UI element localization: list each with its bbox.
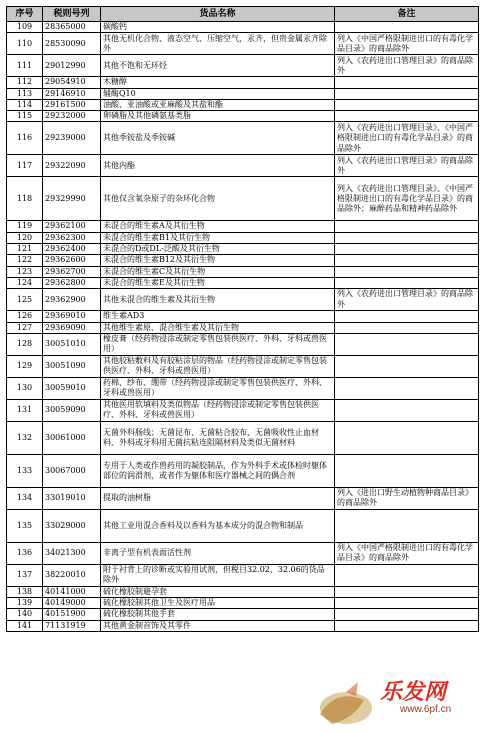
table-row	[7, 122, 479, 155]
table-row	[7, 221, 479, 232]
table-row	[7, 620, 479, 631]
note-cell	[335, 454, 479, 487]
code-cell: 71131919	[43, 620, 101, 631]
name-cell: 卵磷脂及其他磷氨基类脂	[101, 111, 335, 122]
note-cell	[335, 333, 479, 355]
table-row	[7, 377, 479, 399]
name-cell: 其他季铵盐及季铵碱	[101, 122, 335, 155]
note-cell	[335, 620, 479, 631]
name-cell: 其他胶粘敷料及有胶粘涂层的物品（经药物浸涂或制定零售包装供医疗、外科、牙科或兽医用）	[101, 355, 335, 377]
name-cell: 辅酶Q10	[101, 88, 335, 99]
code-cell: 29362700	[43, 266, 101, 277]
code-cell: 29329990	[43, 177, 101, 221]
table-row	[7, 454, 479, 487]
table-row	[7, 399, 479, 421]
seq-cell: 132	[7, 421, 43, 454]
note-cell	[335, 221, 479, 232]
code-cell: 29362300	[43, 232, 101, 243]
table-row	[7, 598, 479, 609]
note-cell	[335, 564, 479, 586]
note-cell	[335, 99, 479, 110]
code-cell: 29239000	[43, 122, 101, 155]
name-cell: 非离子型有机表面活性剂	[101, 542, 335, 564]
code-cell: 28365000	[43, 22, 101, 33]
code-cell: 40151900	[43, 609, 101, 620]
seq-cell: 138	[7, 586, 43, 597]
name-cell: 其他维生素原、混合维生素及其衍生物	[101, 322, 335, 333]
note-cell: 列入《农药进出口管理目录》的商品除外	[335, 155, 479, 177]
goods-table	[6, 6, 479, 632]
note-cell: 列入《中国严格限制进出口的有毒化学品目录》的商品除外	[335, 542, 479, 564]
code-cell: 28530090	[43, 33, 101, 55]
table-row	[7, 255, 479, 266]
name-cell: 未混合的D或DL-泛酸及其衍生物	[101, 244, 335, 255]
seq-cell: 134	[7, 487, 43, 509]
table-row	[7, 22, 479, 33]
note-cell	[335, 311, 479, 322]
name-cell: 其他不饱和无环烃	[101, 55, 335, 77]
note-cell: 列入《农药进出口管理目录》、《中国严格限制进出口的有毒化学品目录》的商品除外	[335, 122, 479, 155]
name-cell: 未混合的维生素A及其衍生物	[101, 221, 335, 232]
table-row	[7, 289, 479, 311]
note-cell: 列入《农药进出口管理目录》、《中国严格限制进出口的有毒化学品目录》的商品除外；麻醉药品和精神药品除外	[335, 177, 479, 221]
seq-cell: 135	[7, 509, 43, 542]
code-cell: 33029000	[43, 509, 101, 542]
name-cell: 其他黄金制首饰及其零件	[101, 620, 335, 631]
code-cell: 29362100	[43, 221, 101, 232]
seq-cell: 110	[7, 33, 43, 55]
table-row	[7, 111, 479, 122]
name-cell: 油酸、亚油酸或亚麻酸及其盐和酯	[101, 99, 335, 110]
table-row	[7, 487, 479, 509]
code-cell: 29362600	[43, 255, 101, 266]
name-cell: 提取的油树脂	[101, 487, 335, 509]
code-cell: 30059090	[43, 399, 101, 421]
name-cell: 无菌外科肠线；无菌昆布、无菌粘合胶布、无菌吸收性止血材料、外科或牙科用无菌抗粘连阻隔材料及类似无菌材料	[101, 421, 335, 454]
seq-cell: 125	[7, 289, 43, 311]
code-cell: 29146910	[43, 88, 101, 99]
name-cell: 硫化橡胶制其他手套	[101, 609, 335, 620]
watermark-brand: 乐发网	[380, 680, 447, 705]
seq-cell: 111	[7, 55, 43, 77]
seq-cell: 124	[7, 277, 43, 288]
note-cell: 列入《农药进出口管理目录》的商品除外	[335, 55, 479, 77]
seq-cell: 122	[7, 255, 43, 266]
code-cell: 30051090	[43, 355, 101, 377]
code-cell: 40141000	[43, 586, 101, 597]
seq-cell: 126	[7, 311, 43, 322]
note-cell	[335, 255, 479, 266]
note-cell	[335, 88, 479, 99]
code-cell: 34021300	[43, 542, 101, 564]
seq-cell: 127	[7, 322, 43, 333]
seq-cell: 123	[7, 266, 43, 277]
note-cell: 列入《农药进出口管理目录》的商品除外	[335, 289, 479, 311]
seq-cell: 112	[7, 77, 43, 88]
name-cell: 未混合的维生素C及其衍生物	[101, 266, 335, 277]
note-cell	[335, 355, 479, 377]
name-cell: 未混合的维生素E及其衍生物	[101, 277, 335, 288]
table-row	[7, 155, 479, 177]
seq-cell: 115	[7, 111, 43, 122]
seq-cell: 136	[7, 542, 43, 564]
name-cell: 维生素AD3	[101, 311, 335, 322]
code-cell: 29322090	[43, 155, 101, 177]
seq-cell: 128	[7, 333, 43, 355]
name-cell: 其他工业用混合香料及以香料为基本成分的混合物和制品	[101, 509, 335, 542]
table-row	[7, 311, 479, 322]
code-cell: 30051010	[43, 333, 101, 355]
header-note: 备注	[335, 7, 479, 22]
name-cell: 药棉、纱布、绷带（经药物浸涂或制定零售包装供医疗、外科、牙科或兽医用）	[101, 377, 335, 399]
code-cell: 33019010	[43, 487, 101, 509]
table-row	[7, 421, 479, 454]
note-cell	[335, 377, 479, 399]
code-cell: 30061000	[43, 421, 101, 454]
name-cell: 附于衬背上的诊断或实验用试剂，但税目32.02、32.06的货品除外	[101, 564, 335, 586]
name-cell: 硫化橡胶制避孕套	[101, 586, 335, 597]
code-cell: 29012990	[43, 55, 101, 77]
seq-cell: 141	[7, 620, 43, 631]
table-row	[7, 609, 479, 620]
header-seq: 序号	[7, 7, 43, 22]
note-cell	[335, 509, 479, 542]
table-row	[7, 266, 479, 277]
table-row	[7, 232, 479, 243]
note-cell	[335, 244, 479, 255]
seq-cell: 117	[7, 155, 43, 177]
name-cell: 其他仅含氧杂原子的杂环化合物	[101, 177, 335, 221]
code-cell: 30067000	[43, 454, 101, 487]
seq-cell: 114	[7, 99, 43, 110]
table-row	[7, 277, 479, 288]
note-cell	[335, 111, 479, 122]
seq-cell: 139	[7, 598, 43, 609]
code-cell: 29362900	[43, 289, 101, 311]
table-row	[7, 33, 479, 55]
name-cell: 其他医用软填料及类似物品（经药物浸涂或制定零售包装供医疗、外科、牙科或兽医用）	[101, 399, 335, 421]
name-cell: 其他未混合的维生素及其衍生物	[101, 289, 335, 311]
note-cell	[335, 322, 479, 333]
name-cell: 专用于人类或作兽药用的凝胶制品，作为外科手术或体检时躯体部位的润滑剂，或者作为躯体和医疗器械之间的偶合剂	[101, 454, 335, 487]
table-row	[7, 99, 479, 110]
code-cell: 30059010	[43, 377, 101, 399]
note-cell	[335, 277, 479, 288]
code-cell: 40149000	[43, 598, 101, 609]
header-code: 税则号列	[43, 7, 101, 22]
seq-cell: 131	[7, 399, 43, 421]
seq-cell: 130	[7, 377, 43, 399]
seq-cell: 119	[7, 221, 43, 232]
table-row	[7, 333, 479, 355]
note-cell	[335, 421, 479, 454]
header-row	[7, 7, 479, 22]
table-row	[7, 542, 479, 564]
note-cell	[335, 399, 479, 421]
table-row	[7, 564, 479, 586]
seq-cell: 140	[7, 609, 43, 620]
seq-cell: 137	[7, 564, 43, 586]
note-cell	[335, 586, 479, 597]
seq-cell: 109	[7, 22, 43, 33]
code-cell: 29362400	[43, 244, 101, 255]
seq-cell: 118	[7, 177, 43, 221]
name-cell: 其他无机化合物、液态空气、压缩空气，汞齐，但贵金属汞齐除外	[101, 33, 335, 55]
name-cell: 碳酸钙	[101, 22, 335, 33]
code-cell: 29362800	[43, 277, 101, 288]
header-name: 货品名称	[101, 7, 335, 22]
seq-cell: 116	[7, 122, 43, 155]
table-row	[7, 355, 479, 377]
table-row	[7, 55, 479, 77]
seq-cell: 120	[7, 232, 43, 243]
seq-cell: 121	[7, 244, 43, 255]
table-row	[7, 88, 479, 99]
name-cell: 其他内酯	[101, 155, 335, 177]
table-row	[7, 322, 479, 333]
name-cell: 木糖醇	[101, 77, 335, 88]
table-row	[7, 509, 479, 542]
name-cell: 未混合的维生素B12及其衍生物	[101, 255, 335, 266]
note-cell	[335, 266, 479, 277]
note-cell: 列入《进出口野生动植物种商品目录》的商品除外	[335, 487, 479, 509]
table-row	[7, 244, 479, 255]
note-cell	[335, 609, 479, 620]
table-row	[7, 177, 479, 221]
seq-cell: 129	[7, 355, 43, 377]
note-cell	[335, 232, 479, 243]
note-cell	[335, 598, 479, 609]
table-row	[7, 586, 479, 597]
code-cell: 29369090	[43, 322, 101, 333]
note-cell	[335, 22, 479, 33]
table-row	[7, 77, 479, 88]
code-cell: 29369010	[43, 311, 101, 322]
code-cell: 29054910	[43, 77, 101, 88]
code-cell: 29232000	[43, 111, 101, 122]
name-cell: 未混合的维生素B1及其衍生物	[101, 232, 335, 243]
note-cell: 列入《中国严格限制进出口的有毒化学品目录》的商品除外	[335, 33, 479, 55]
note-cell	[335, 77, 479, 88]
seq-cell: 113	[7, 88, 43, 99]
name-cell: 硫化橡胶制其他卫生及医疗用品	[101, 598, 335, 609]
watermark-url: www.6pf.cn	[400, 704, 452, 715]
code-cell: 29161500	[43, 99, 101, 110]
name-cell: 橡皮膏（经药物浸涂或制定零售包装供医疗、外科、牙科或兽医用）	[101, 333, 335, 355]
seq-cell: 133	[7, 454, 43, 487]
code-cell: 38220010	[43, 564, 101, 586]
